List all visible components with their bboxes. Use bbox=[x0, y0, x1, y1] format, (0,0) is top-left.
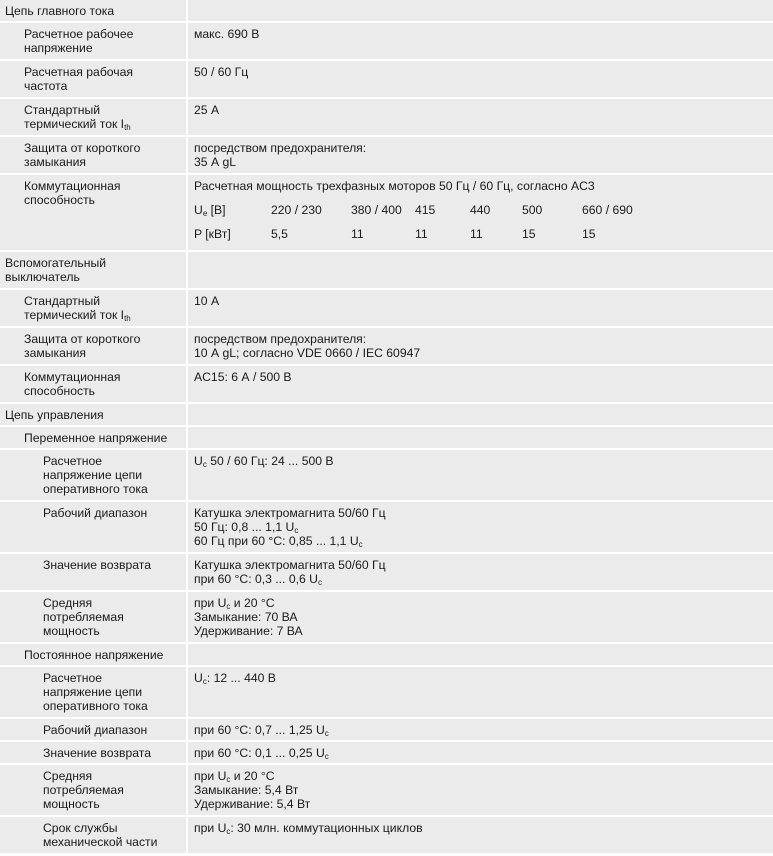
param-value bbox=[188, 450, 773, 500]
power-rating-grid bbox=[194, 203, 773, 217]
grid-cell: 440 bbox=[470, 203, 491, 217]
label-line: Защита от короткого bbox=[24, 332, 141, 346]
label-line: способность bbox=[24, 384, 95, 398]
param-label bbox=[0, 23, 186, 59]
param-label bbox=[0, 592, 186, 642]
param-value bbox=[188, 99, 773, 135]
value-line: при 60 °C: 0,3 ... 0,6 $U_c$ bbox=[194, 572, 322, 587]
table-row bbox=[0, 502, 773, 554]
subsection-dc bbox=[0, 644, 773, 667]
table-row bbox=[0, 99, 773, 137]
grid-cell: 500 bbox=[522, 203, 543, 217]
param-label bbox=[0, 765, 186, 815]
label-line: Расчетное рабочее bbox=[24, 27, 134, 41]
value-cell bbox=[188, 427, 773, 448]
param-value bbox=[188, 290, 773, 326]
value-cell bbox=[188, 644, 773, 665]
grid-cell: 15 bbox=[582, 227, 596, 241]
label-line: Средняя bbox=[43, 596, 93, 610]
value-line: при $U_c$: 30 млн. коммутационных циклов bbox=[194, 821, 423, 836]
param-label bbox=[0, 61, 186, 97]
label-line: напряжение bbox=[24, 41, 93, 55]
param-label bbox=[0, 175, 186, 250]
label-line: Коммутационная bbox=[24, 370, 121, 384]
value-line: Удерживание: 7 ВА bbox=[194, 624, 303, 638]
table-row bbox=[0, 719, 773, 742]
value-line: Катушка электромагнита 50/60 Гц bbox=[194, 558, 386, 572]
grid-cell: 11 bbox=[351, 227, 364, 241]
value-line: макс. 690 В bbox=[194, 27, 260, 41]
value-line: посредством предохранителя: bbox=[194, 332, 367, 346]
label-line: механической части bbox=[43, 835, 158, 849]
param-label bbox=[0, 719, 186, 740]
label-line: замыкания bbox=[24, 346, 87, 360]
table-row bbox=[0, 175, 773, 252]
table-row bbox=[0, 450, 773, 502]
grid-cell: 415 bbox=[415, 203, 436, 217]
param-value bbox=[188, 554, 773, 590]
grid-cell: 11 bbox=[470, 227, 483, 241]
param-label bbox=[0, 366, 186, 402]
table-row bbox=[0, 23, 773, 61]
value-line: 60 Гц при 60 °C: 0,85 ... 1,1 $U_c$ bbox=[194, 534, 363, 549]
label-line: замыкания bbox=[24, 155, 87, 169]
param-value bbox=[188, 502, 773, 552]
p-label: P [кВт] bbox=[194, 227, 231, 241]
section-title: выключатель bbox=[5, 270, 80, 284]
value-line: 10 А bbox=[194, 294, 220, 308]
param-value bbox=[188, 366, 773, 402]
param-value bbox=[188, 61, 773, 97]
param-label bbox=[0, 742, 186, 763]
table-row bbox=[0, 290, 773, 328]
label-line: способность bbox=[24, 193, 95, 207]
param-label bbox=[0, 450, 186, 500]
param-label bbox=[0, 502, 186, 552]
subsection-title: Постоянное напряжение bbox=[24, 648, 164, 662]
value-line: 10 А gL; согласно VDE 0660 / IEC 60947 bbox=[194, 346, 421, 360]
param-value bbox=[188, 592, 773, 642]
value-line: Расчетная мощность трехфазных моторов 50 Гц / 60 Гц, согласно AC3 bbox=[194, 179, 595, 193]
param-value bbox=[188, 175, 773, 250]
table-row bbox=[0, 667, 773, 719]
table-row bbox=[0, 366, 773, 404]
value-cell bbox=[188, 252, 773, 288]
power-rating-grid bbox=[194, 227, 773, 241]
section-label bbox=[0, 404, 186, 425]
label-line: мощность bbox=[43, 624, 100, 638]
subsection-title: Переменное напряжение bbox=[24, 431, 168, 445]
label-line: Стандартный bbox=[24, 103, 101, 117]
value-line: $U_c$: 12 ... 440 В bbox=[194, 671, 276, 686]
label-line: Расчетное bbox=[43, 454, 103, 468]
label-line: напряжение цепи bbox=[43, 468, 143, 482]
subsection-ac bbox=[0, 427, 773, 450]
value-line: при $U_c$ и 20 °C bbox=[194, 769, 275, 784]
param-label bbox=[0, 328, 186, 364]
param-value bbox=[188, 719, 773, 740]
label-line: Средняя bbox=[43, 769, 93, 783]
label-line: напряжение цепи bbox=[43, 685, 143, 699]
label-line: Расчетное bbox=[43, 671, 103, 685]
param-value bbox=[188, 23, 773, 59]
param-label bbox=[0, 137, 186, 173]
value-line: посредством предохранителя: bbox=[194, 141, 367, 155]
section-title: Вспомогательный bbox=[5, 256, 107, 270]
value-line: при 60 °C: 0,7 ... 1,25 $U_c$ bbox=[194, 723, 329, 738]
value-line: 50 / 60 Гц bbox=[194, 65, 249, 79]
param-value bbox=[188, 817, 773, 853]
param-value bbox=[188, 667, 773, 717]
grid-cell: 660 / 690 bbox=[582, 203, 633, 217]
label-line: Рабочий диапазон bbox=[43, 506, 148, 520]
table-row bbox=[0, 328, 773, 366]
label-line: Стандартный bbox=[24, 294, 101, 308]
value-line: Катушка электромагнита 50/60 Гц bbox=[194, 506, 386, 520]
label-line: Значение возврата bbox=[43, 558, 151, 572]
label-line: мощность bbox=[43, 797, 100, 811]
section-control-circuit bbox=[0, 404, 773, 427]
value-line: Удерживание: 5,4 Вт bbox=[194, 797, 311, 811]
table-row bbox=[0, 765, 773, 817]
param-label bbox=[0, 667, 186, 717]
grid-cell: 11 bbox=[415, 227, 428, 241]
label-line: Срок службы bbox=[43, 821, 118, 835]
grid-cell: 380 / 400 bbox=[351, 203, 402, 217]
param-value bbox=[188, 137, 773, 173]
value-line: Замыкание: 5,4 Вт bbox=[194, 783, 299, 797]
param-label bbox=[0, 99, 186, 135]
param-value bbox=[188, 328, 773, 364]
value-cell bbox=[188, 404, 773, 425]
table-row bbox=[0, 742, 773, 765]
value-line: $U_c$ 50 / 60 Гц: 24 ... 500 В bbox=[194, 454, 334, 469]
table-row bbox=[0, 137, 773, 175]
label-line: термический ток $I_{th}$ bbox=[24, 308, 131, 323]
section-main-circuit bbox=[0, 0, 773, 23]
label-line: Расчетная рабочая bbox=[24, 65, 134, 79]
section-title: Цепь главного тока bbox=[5, 4, 115, 18]
ue-label: $U_e$ [В] bbox=[194, 203, 226, 218]
table-row bbox=[0, 554, 773, 592]
label-line: оперативного тока bbox=[43, 482, 148, 496]
value-line: Замыкание: 70 ВА bbox=[194, 610, 298, 624]
value-line: AC15: 6 А / 500 В bbox=[194, 370, 292, 384]
label-line: Рабочий диапазон bbox=[43, 723, 148, 737]
label-line: оперативного тока bbox=[43, 699, 148, 713]
param-label bbox=[0, 290, 186, 326]
section-label bbox=[0, 0, 186, 21]
label-line: потребляемая bbox=[43, 610, 124, 624]
param-label bbox=[0, 554, 186, 590]
label-line: потребляемая bbox=[43, 783, 124, 797]
param-value bbox=[188, 765, 773, 815]
label-line: Значение возврата bbox=[43, 746, 151, 760]
table-row bbox=[0, 817, 773, 855]
grid-cell: 15 bbox=[522, 227, 536, 241]
subsection-label bbox=[0, 427, 186, 448]
label-line: термический ток $I_{th}$ bbox=[24, 117, 131, 132]
value-line: при $U_c$ и 20 °C bbox=[194, 596, 275, 611]
value-line: при 60 °C: 0,1 ... 0,25 $U_c$ bbox=[194, 746, 329, 761]
value-line: 50 Гц: 0,8 ... 1,1 $U_c$ bbox=[194, 520, 299, 535]
section-title: Цепь управления bbox=[5, 408, 104, 422]
grid-cell: 5,5 bbox=[271, 227, 288, 241]
value-cell bbox=[188, 0, 773, 21]
section-label bbox=[0, 252, 186, 288]
value-line: 25 А bbox=[194, 103, 220, 117]
param-label bbox=[0, 817, 186, 853]
section-aux-switch bbox=[0, 252, 773, 290]
subsection-label bbox=[0, 644, 186, 665]
grid-cell: 220 / 230 bbox=[271, 203, 322, 217]
table-row bbox=[0, 592, 773, 644]
param-value bbox=[188, 742, 773, 763]
value-line: 35 А gL bbox=[194, 155, 237, 169]
label-line: частота bbox=[24, 79, 68, 93]
label-line: Коммутационная bbox=[24, 179, 121, 193]
table-row bbox=[0, 61, 773, 99]
label-line: Защита от короткого bbox=[24, 141, 141, 155]
